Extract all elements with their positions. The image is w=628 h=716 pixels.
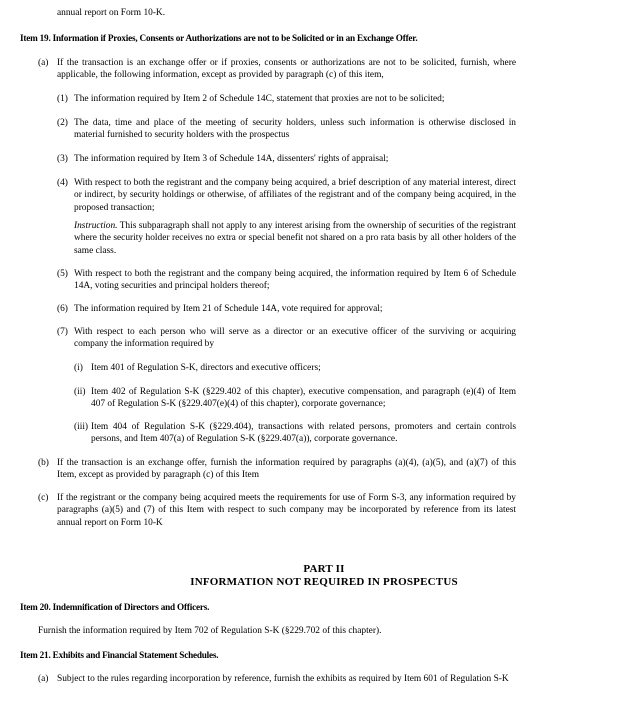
paragraph-text: Subject to the rules regarding incorporation by reference, furnish the exhibits as required by Item 601 of Regulation S-K [57, 674, 509, 684]
item-label: (1) [57, 94, 68, 104]
item-text: With respect to both the registrant and the company being acquired, the information required by Item 6 of Schedule 14A, voting securities and principal holders thereof; [74, 269, 516, 292]
item-text: With respect to both the registrant and the company being acquired, a brief description of any material interest, direct or indirect, by security holdings or otherwise, of affiliates of the registrant and of the company being acquired, in the proposed transaction; [74, 178, 516, 213]
part-title: PART II [303, 563, 345, 575]
subitem-text: Item 402 of Regulation S-K (§229.402 of this chapter), executive compensation, and paragraph (e)(4) of Item 407 of Regulation S-K (§229.407(e)(4) of this chapter), corporate governance; [91, 387, 516, 410]
item20-heading: Item 20. Indemnification of Directors and Officers. [20, 602, 210, 612]
subitem-text: Item 404 of Regulation S-K (§229.404), transactions with related persons, promoters and certain controls persons, and Item 407(a) of Regulation S-K (§229.407(a)), corporate governance. [91, 422, 516, 445]
instruction-note [74, 220, 516, 257]
paragraph-text: If the transaction is an exchange offer or if proxies, consents or authorizations are not to be solicited, furnish, where applicable, the following information, except as provided by paragraph (c) of this item, [57, 58, 516, 81]
paragraph-label: (b) [38, 458, 49, 468]
item-text: With respect to each person who will serve as a director or an executive officer of the surviving or acquiring company the information required by [74, 327, 516, 350]
instruction-text: This subparagraph shall not apply to any interest arising from the ownership of securities of the registrant where the security holder receives no extra or special benefit not shared on a pro rata basis by all other holders of the same class. [74, 221, 516, 256]
subitem-label: (iii) [74, 422, 89, 432]
item21-heading: Item 21. Exhibits and Financial Statement Schedules. [20, 650, 219, 660]
item-label: (7) [57, 327, 68, 337]
item-text: The information required by Item 3 of Schedule 14A, dissenters' rights of appraisal; [74, 154, 389, 164]
item-text: The data, time and place of the meeting of security holders, unless such information is otherwise disclosed in material furnished to security holders with the prospectus [74, 118, 516, 141]
item-label: (6) [57, 304, 68, 314]
item-text: The information required by Item 2 of Schedule 14C, statement that proxies are not to be solicited; [74, 94, 445, 104]
paragraph-label: (a) [38, 674, 49, 684]
part-subtitle: INFORMATION NOT REQUIRED IN PROSPECTUS [190, 576, 458, 588]
subitem-label: (ii) [74, 387, 86, 397]
paragraph-text: If the transaction is an exchange offer, furnish the information required by paragraphs (a)(4), (a)(5), and (a)(7) of this Item, except as provided by paragraph (c) of this Item [57, 458, 516, 481]
instruction-label: Instruction. [74, 221, 118, 231]
item-label: (5) [57, 269, 68, 279]
item-label: (4) [57, 178, 68, 188]
paragraph-label: (a) [38, 58, 49, 68]
paragraph-text: If the registrant or the company being acquired meets the requirements for use of Form S-3, any information required by paragraphs (a)(5) and (7) of this Item with respect to such company may be incorporated by reference from its latest annual report on Form 10-K [57, 493, 516, 528]
subitem-label: (i) [74, 363, 83, 373]
item-text: The information required by Item 21 of Schedule 14A, vote required for approval; [74, 304, 383, 314]
carryover-text: annual report on Form 10-K. [57, 8, 166, 18]
paragraph-label: (c) [38, 493, 49, 503]
item-label: (3) [57, 154, 68, 164]
item20-text: Furnish the information required by Item 702 of Regulation S-K (§229.702 of this chapter). [38, 626, 382, 636]
item19-heading: Item 19. Information if Proxies, Consents or Authorizations are not to be Solicited or in an Exchange Offer. [20, 33, 418, 43]
item-label: (2) [57, 118, 68, 128]
subitem-text: Item 401 of Regulation S-K, directors and executive officers; [91, 363, 321, 373]
